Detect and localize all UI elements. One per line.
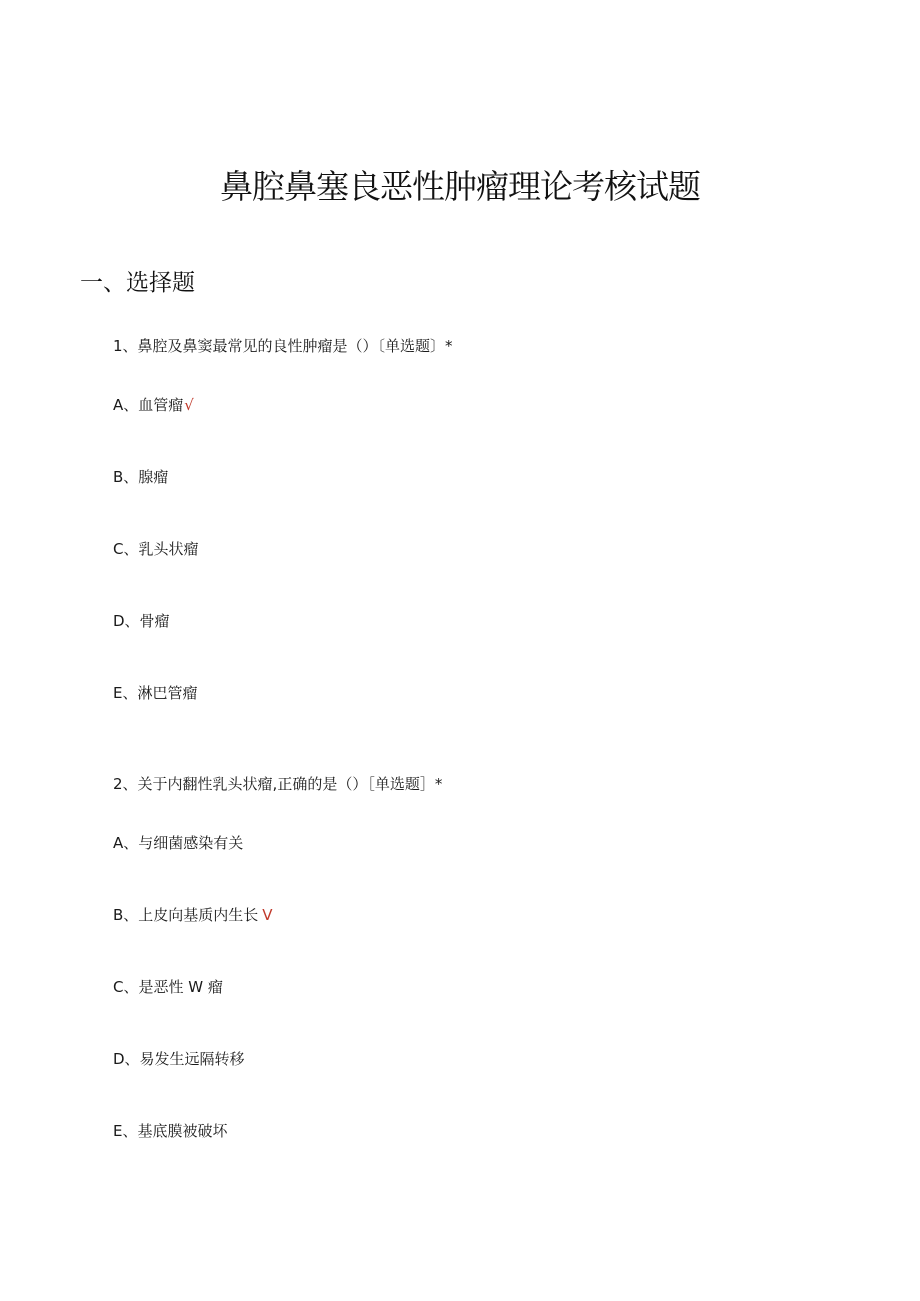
question-stem: 2、关于内翻性乳头状瘤,正确的是（）［单选题］*: [113, 775, 443, 793]
option-text: C、乳头状瘤: [113, 540, 199, 558]
option-text: E、基底膜被破坏: [113, 1122, 228, 1140]
option-e: [113, 682, 197, 704]
option-text: B、腺瘤: [113, 468, 169, 486]
option-text: A、与细菌感染有关: [113, 834, 244, 852]
answer-check-mark: √: [184, 396, 194, 414]
option-c: [113, 538, 198, 560]
question-stem: 1、鼻腔及鼻窦最常见的良性肿瘤是（）〔单选题〕*: [113, 337, 453, 355]
option-a: [113, 394, 194, 416]
option-text: A、血管瘤: [113, 396, 184, 414]
option-d: [113, 1048, 245, 1070]
section-heading: 一、选择题: [80, 270, 195, 296]
option-text: B、上皮向基质内生长: [113, 906, 259, 924]
option-text: C、是恶性 W 瘤: [113, 978, 223, 996]
option-b: [113, 466, 168, 488]
exam-title: 鼻腔鼻塞良恶性肿瘤理论考核试题: [220, 167, 700, 206]
option-c: [113, 976, 223, 998]
option-d: [113, 610, 170, 632]
option-e: [113, 1120, 227, 1142]
option-b: [113, 904, 273, 926]
option-text: D、易发生远隔转移: [113, 1050, 245, 1068]
option-text: E、淋巴管瘤: [113, 684, 198, 702]
option-a: [113, 832, 243, 854]
answer-check-mark: V: [262, 906, 273, 924]
option-text: D、骨瘤: [113, 612, 170, 630]
